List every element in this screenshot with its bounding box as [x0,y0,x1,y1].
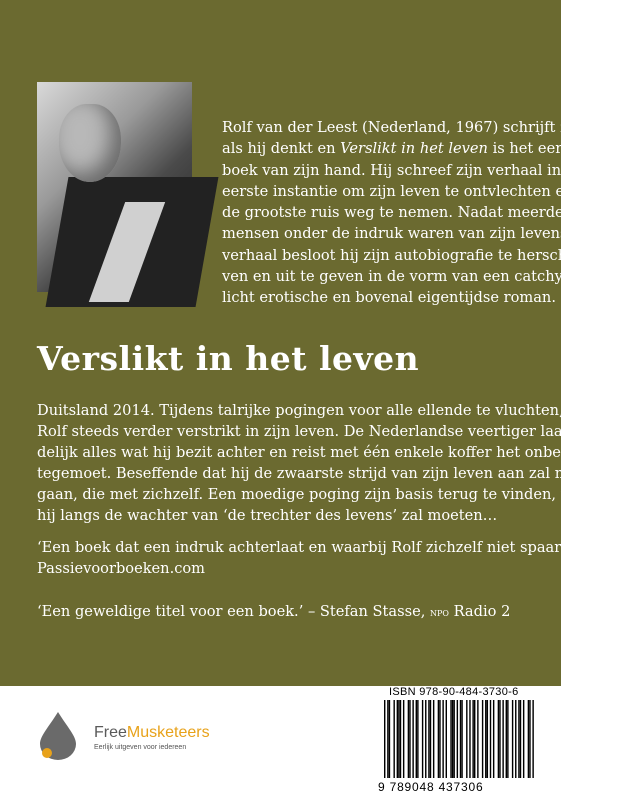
publisher-logo-icon [38,710,78,760]
bio-line: ven en uit te geven in de vorm van een catchy, [222,268,566,286]
bio-line: de grootste ruis weg te nemen. Nadat meerdere [222,204,580,222]
author-photo [37,82,192,292]
bio-line: als hij denkt en Verslikt in het leven is het eerste [222,140,585,158]
book-title: Verslikt in het leven [37,339,420,378]
quote-text: ‘Een geweldige titel voor een boek.’ – Stefan Stasse, npo Radio 2 [37,603,511,620]
bio-line: licht erotische en bovenal eigentijdse roman. [222,289,556,307]
bio-line: boek van zijn hand. Hij schreef zijn verhaal in [222,161,562,179]
review-quote-1 [37,537,589,579]
barcode-icon [384,700,534,778]
bio-line: eerste instantie om zijn leven te ontvlechten en [222,182,574,200]
quote-text: ‘Een boek dat een indruk achterlaat en waarbij Rolf zichzelf niet spaart.’ – [37,539,589,556]
ean-number: 9 789048 437306 [378,780,484,794]
isbn-label: ISBN 978-90-484-3730-6 [389,686,519,698]
synopsis-line: delijk alles wat hij bezit achter en reist met één enkele koffer het onbekende [37,444,606,461]
bio-line: mensen onder de indruk waren van zijn levens- [222,225,573,243]
author-bio [222,117,589,309]
synopsis-line: hij langs de wachter van ‘de trechter des levens’ zal moeten… [37,507,498,524]
synopsis-line: Duitsland 2014. Tijdens talrijke pogingen voor alle ellende te vluchten, raakt [37,402,608,419]
barcode-strip [0,686,561,800]
bio-line: Rolf van der Leest (Nederland, 1967) schrijft zo- [222,119,582,136]
publisher-tagline: Eerlijk uitgeven voor iedereen [94,744,187,751]
publisher-name: FreeMusketeers [94,724,210,741]
synopsis-line: gaan, die met zichzelf. Een moedige poging zijn basis terug te vinden, waarbij [37,486,617,503]
synopsis-line: tegemoet. Beseffende dat hij de zwaarste strijd van zijn leven aan zal moeten [37,465,610,482]
quote-source: Passievoorboeken.com [37,560,206,577]
synopsis-line: Rolf steeds verder verstrikt in zijn leven. De Nederlandse veertiger laat uiteind- [37,423,630,440]
bio-line: verhaal besloot hij zijn autobiografie te herschrij- [222,246,589,264]
review-quote-2 [37,601,527,623]
synopsis [37,400,630,526]
